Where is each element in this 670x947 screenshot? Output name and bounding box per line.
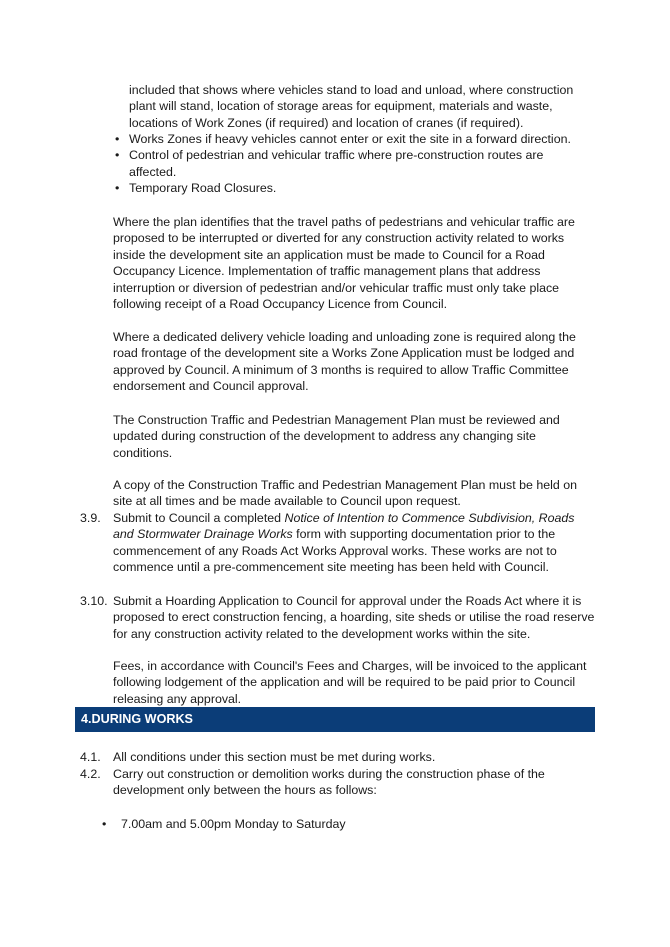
- section-heading: 4.DURING WORKS: [75, 707, 595, 732]
- bullet-icon: •: [115, 148, 120, 163]
- item-3-9-text: Submit to Council a completed Notice of Intention to Commence Subdivision, Roads and Stormwater Drainage Works form with supporting documentation prior to the commencement of any Roads Act Works Approval works. These works are not to commence until a pre-commencement site meeting has been held with Council.: [113, 511, 575, 575]
- item-number: 4.2.: [80, 767, 101, 781]
- paragraph-plan-copy: A copy of the Construction Traffic and Pedestrian Management Plan must be held on site at all times and be made available to Council upon request.: [113, 478, 578, 509]
- bullet-icon: •: [115, 181, 120, 196]
- list-item: • Temporary Road Closures.: [115, 181, 277, 196]
- bullet-icon: •: [102, 817, 107, 831]
- item-4-2-text: Carry out construction or demolition works during the construction phase of the development only between the hours as follows:: [113, 767, 545, 798]
- paragraph-fees: Fees, in accordance with Council's Fees and Charges, will be invoiced to the applicant following lodgement of the application and will be required to be paid prior to Council releasing any approval.: [113, 659, 587, 706]
- list-item: • Works Zones if heavy vehicles cannot enter or exit the site in a forward direction.: [115, 132, 571, 146]
- bullet-icon: •: [115, 132, 120, 146]
- hours-text: 7.00am and 5.00pm Monday to Saturday: [121, 817, 346, 831]
- bullet-list: [113, 131, 593, 197]
- continuation-text: included that shows where vehicles stand to load and unload, where construction plant will stand, location of storage areas for equipment, materials and waste, locations of Work Zones (if required) and location of cranes (if required).: [129, 83, 574, 130]
- item-number: 3.9.: [80, 511, 101, 525]
- item-4-1-text: All conditions under this section must be met during works.: [113, 750, 436, 764]
- item-3-10-text: Submit a Hoarding Application to Council for approval under the Roads Act where it is proposed to erect construction fencing, a hoarding, site sheds or utilise the road reserve for any construction activity related to the development works within the site.: [113, 594, 595, 641]
- paragraph-plan-review: The Construction Traffic and Pedestrian Management Plan must be reviewed and updated during construction of the development to address any changing site conditions.: [113, 413, 560, 460]
- paragraph-road-occupancy: Where the plan identifies that the travel paths of pedestrians and vehicular traffic are proposed to be interrupted or diverted for any construction activity related to works inside the development site an application must be made to Council for a Road Occupancy Licence. Implementation of traffic management plans that address interruption or diversion of pedestrian and/or vehicular traffic must only take place following receipt of a Road Occupancy Licence from Council.: [113, 215, 575, 312]
- item-number: 3.10.: [80, 594, 108, 608]
- paragraph-works-zone: Where a dedicated delivery vehicle loading and unloading zone is required along the road frontage of the development site a Works Zone Application must be lodged and approved by Council. A minimum of 3 months is required to allow Traffic Committee endorsement and Council approval.: [113, 330, 576, 394]
- list-item: • Control of pedestrian and vehicular traffic where pre-construction routes are affected.: [115, 148, 544, 179]
- item-number: 4.1.: [80, 750, 101, 764]
